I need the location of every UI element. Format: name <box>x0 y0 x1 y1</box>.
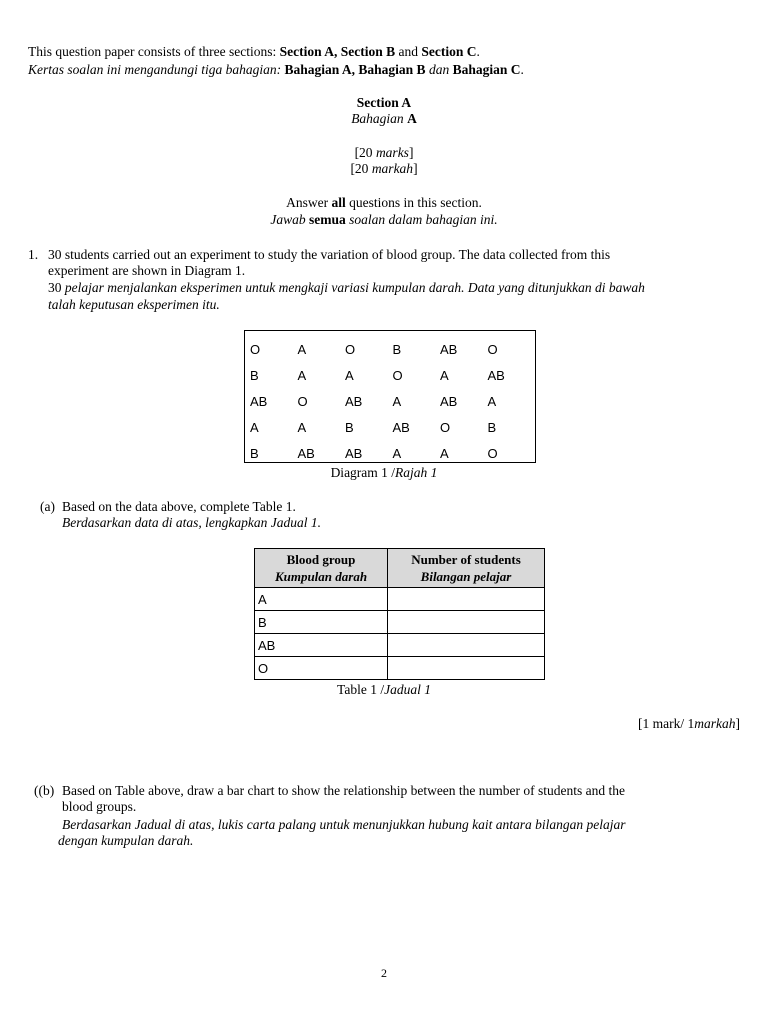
header-blood-group-ms: Kumpulan darah <box>274 569 368 584</box>
blood-group-cell: AB <box>255 634 388 657</box>
part-b-text-line1: Based on Table above, draw a bar chart to show the relationship between the number of students and the <box>62 783 626 798</box>
mark-close: ] <box>735 716 740 731</box>
answer-instruction <box>0 195 768 211</box>
part-a-label: (a) <box>40 499 55 514</box>
diagram-1-box <box>244 330 536 463</box>
intro-malay <box>28 62 524 78</box>
blood-group-cell: O <box>255 657 388 680</box>
diagram-cell: A <box>487 393 497 409</box>
intro-ms-text: Kertas soalan ini mengandungi tiga bahagian: <box>28 62 285 77</box>
question-ms-text: pelajar menjalankan eksperimen untuk mengkaji variasi kumpulan darah. Data yang ditunjukkan di bawah <box>61 280 645 295</box>
header-students-ms: Bilangan pelajar <box>420 569 512 584</box>
section-marks <box>0 145 768 161</box>
question-ms-number: 30 <box>48 280 62 295</box>
student-count-input[interactable] <box>388 611 545 634</box>
marks-word: marks <box>375 145 409 160</box>
intro-ms-dan: dan <box>425 62 453 77</box>
section-marks-malay <box>0 161 768 177</box>
diagram-cell: O <box>345 341 356 357</box>
intro-section-a: Section A, <box>279 44 338 59</box>
mark-prefix: [1 mark/ 1 <box>638 716 695 731</box>
diagram-cell: A <box>345 367 354 383</box>
mark-word: markah <box>694 716 736 731</box>
question-number: 1. <box>28 247 39 262</box>
diagram-cell: AB <box>297 445 315 461</box>
section-title-ms-word: Bahagian <box>351 111 404 126</box>
diagram-cell: AB <box>250 393 268 409</box>
diagram-cell: A <box>440 367 449 383</box>
diagram-cell: O <box>297 393 308 409</box>
header-blood-group <box>255 549 388 588</box>
diagram-cell: O <box>487 341 498 357</box>
diagram-cell: O <box>392 367 403 383</box>
jawab-suffix: soalan dalam bahagian ini. <box>345 212 498 227</box>
diagram-caption-en: Diagram 1 / <box>330 465 396 480</box>
diagram-row <box>250 336 535 362</box>
diagram-1-caption <box>0 465 768 481</box>
diagram-cell: AB <box>392 419 410 435</box>
diagram-cell: AB <box>440 341 458 357</box>
jawab-prefix: Jawab <box>270 212 309 227</box>
answer-suffix: questions in this section. <box>345 195 482 210</box>
table-row <box>255 657 545 680</box>
part-b-text-malay-line2: dengan kumpulan darah. <box>58 833 194 848</box>
diagram-cell: A <box>297 367 307 383</box>
intro-ms-bahagian-a: Bahagian A, <box>284 62 356 77</box>
intro-section-c: Section C <box>421 44 477 59</box>
intro-section-b: Section B <box>340 44 396 59</box>
diagram-cell: AB <box>487 367 505 383</box>
jawab-semua: semua <box>308 212 346 227</box>
table-1-caption <box>0 682 768 698</box>
table-caption-en: Table 1 / <box>337 682 385 697</box>
intro-ms-end: . <box>520 62 524 77</box>
part-a-text-malay: Berdasarkan data di atas, lengkapkan Jadual 1. <box>62 515 321 530</box>
table-1 <box>254 548 545 680</box>
diagram-row <box>250 414 535 440</box>
section-title: Section A <box>356 95 412 110</box>
part-a-text: Based on the data above, complete Table 1. <box>62 499 296 514</box>
diagram-cell: AB <box>345 445 363 461</box>
intro-english <box>28 44 480 60</box>
question-text-line1: 30 students carried out an experiment to study the variation of blood group. The data collected from this <box>48 247 611 262</box>
diagram-cell: O <box>250 341 261 357</box>
student-count-input[interactable] <box>388 657 545 680</box>
mark-allocation <box>638 716 740 732</box>
table-1-header <box>255 549 545 588</box>
diagram-caption-ms: Rajah 1 <box>395 465 438 480</box>
diagram-row <box>250 362 535 388</box>
table-row <box>255 588 545 611</box>
intro-text: This question paper consists of three sections: <box>28 44 280 59</box>
marks-prefix: [20 <box>354 145 376 160</box>
diagram-cell: B <box>250 367 259 383</box>
diagram-row <box>250 440 535 466</box>
marks-close: ] <box>408 145 414 160</box>
diagram-cell: A <box>250 419 259 435</box>
intro-end: . <box>476 44 480 59</box>
question-text-malay-line2: talah keputusan eksperimen itu. <box>48 297 220 312</box>
diagram-cell: A <box>392 393 402 409</box>
student-count-input[interactable] <box>388 588 545 611</box>
answer-all: all <box>331 195 346 210</box>
diagram-cell: B <box>250 445 259 461</box>
header-number-of-students <box>388 549 545 588</box>
blood-group-cell: B <box>255 611 388 634</box>
student-count-input[interactable] <box>388 634 545 657</box>
diagram-cell: B <box>487 419 497 435</box>
part-b-text-malay-line1: Berdasarkan Jadual di atas, lukis carta palang untuk menunjukkan hubung kait antara bilangan pelajar <box>62 817 626 832</box>
section-title-malay <box>0 111 768 127</box>
intro-ms-bahagian-c: Bahagian C <box>452 62 521 77</box>
question-text-line2: experiment are shown in Diagram 1. <box>48 263 246 278</box>
diagram-cell: O <box>487 445 498 461</box>
answer-instruction-malay <box>0 212 768 228</box>
diagram-cell: B <box>392 341 402 357</box>
diagram-cell: A <box>297 419 307 435</box>
diagram-cell: A <box>440 445 449 461</box>
answer-prefix: Answer <box>286 195 332 210</box>
table-caption-ms: Jadual 1 <box>384 682 431 697</box>
page-number: 2 <box>381 966 387 980</box>
question-text-malay-line1 <box>48 280 645 296</box>
table-row <box>255 611 545 634</box>
diagram-cell: A <box>392 445 402 461</box>
markah-close: ] <box>413 161 418 176</box>
section-title-ms-letter: A <box>407 111 417 126</box>
markah-prefix: [20 <box>350 161 372 176</box>
markah-word: markah <box>371 161 414 176</box>
diagram-cell: AB <box>440 393 458 409</box>
header-students-en: Number of students <box>411 552 521 567</box>
table-row <box>255 634 545 657</box>
intro-and: and <box>395 44 422 59</box>
diagram-cell: O <box>440 419 451 435</box>
diagram-cell: A <box>297 341 307 357</box>
part-b-label: ((b) <box>34 783 55 798</box>
blood-group-cell: A <box>255 588 388 611</box>
header-blood-group-en: Blood group <box>286 552 356 567</box>
diagram-row <box>250 388 535 414</box>
diagram-cell: AB <box>345 393 363 409</box>
diagram-cell: B <box>345 419 354 435</box>
part-b-text-line2: blood groups. <box>62 799 137 814</box>
intro-ms-bahagian-b: Bahagian B <box>358 62 426 77</box>
diagram-1-grid <box>250 336 535 466</box>
